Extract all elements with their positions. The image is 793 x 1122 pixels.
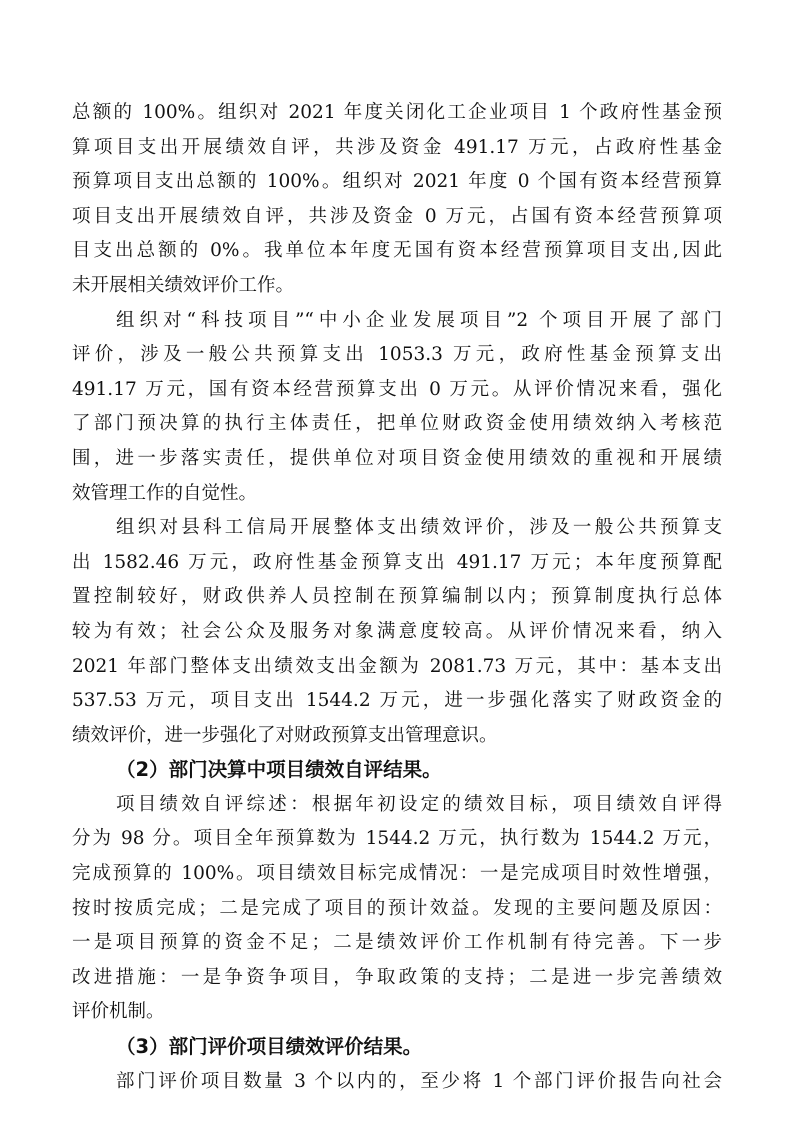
- text-line: 组织对县科工信局开展整体支出绩效评价，涉及一般公共预算支: [116, 517, 722, 539]
- text-line: 项目支出开展绩效自评，共涉及资金 0 万元，占国有资本经营预算项: [72, 205, 722, 227]
- text-line: 较为有效；社会公众及服务对象满意度较高。从评价情况来看，纳入: [72, 620, 722, 642]
- text-line: 组织对“科技项目”“中小企业发展项目”2 个项目开展了部门: [116, 309, 722, 331]
- text-line: 置控制较好，财政供养人员控制在预算编制以内；预算制度执行总体: [72, 586, 722, 608]
- text-line: 部门评价项目数量 3 个以内的，至少将 1 个部门评价报告向社会: [116, 1070, 722, 1092]
- text-line: 围，进一步落实责任，提供单位对项目资金使用绩效的重视和开展绩: [72, 447, 722, 469]
- text-line: 评价机制。: [72, 1001, 165, 1023]
- text-line: 537.53 万元，项目支出 1544.2 万元，进一步强化落实了财政资金的: [72, 690, 722, 712]
- text-line: 491.17 万元，国有资本经营预算支出 0 万元。从评价情况来看，强化: [72, 378, 722, 400]
- text-line: 项目绩效自评综述：根据年初设定的绩效目标，项目绩效自评得: [116, 793, 722, 815]
- text-line: 了部门预决算的执行主体责任，把单位财政资金使用绩效纳入考核范: [72, 413, 722, 435]
- text-line: 绩效评价，进一步强化了对财政预算支出管理意识。: [72, 724, 498, 746]
- text-line: 改进措施：一是争资争项目，争取政策的支持；二是进一步完善绩效: [72, 966, 722, 988]
- paragraph-evaluation-reports: [72, 1065, 722, 1100]
- text-line: 分为 98 分。项目全年预算数为 1544.2 万元，执行数为 1544.2 万元，: [72, 828, 722, 850]
- section-heading-self-evaluation: （2）部门决算中项目绩效自评结果。: [116, 758, 442, 782]
- text-line: 目支出总额的 0%。我单位本年度无国有资本经营预算项目支出,因此: [72, 240, 722, 262]
- paragraph-budget-totals: [72, 96, 722, 304]
- paragraph-overall-expenditure: [72, 511, 722, 753]
- text-line: 未开展相关绩效评价工作。: [72, 274, 295, 296]
- document-page: [72, 96, 722, 1099]
- text-line: 效管理工作的自觉性。: [72, 482, 258, 504]
- text-line: 2021 年部门整体支出绩效支出金额为 2081.73 万元，其中：基本支出: [72, 655, 722, 677]
- text-line: 总额的 100%。组织对 2021 年度关闭化工企业项目 1 个政府性基金预: [72, 102, 722, 123]
- text-line: 预算项目支出总额的 100%。组织对 2021 年度 0 个国有资本经营预算: [72, 171, 722, 193]
- paragraph-department-evaluation: [72, 304, 722, 512]
- text-line: 一是项目预算的资金不足；二是绩效评价工作机制有待完善。下一步: [72, 932, 722, 954]
- text-line: 完成预算的 100%。项目绩效目标完成情况：一是完成项目时效性增强，: [72, 863, 722, 885]
- text-line: 按时按质完成；二是完成了项目的预计效益。发现的主要问题及原因：: [72, 897, 722, 919]
- text-line: 算项目支出开展绩效自评，共涉及资金 491.17 万元，占政府性基金: [72, 136, 722, 158]
- text-line: 评价，涉及一般公共预算支出 1053.3 万元，政府性基金预算支出: [72, 344, 722, 366]
- text-line: 出 1582.46 万元，政府性基金预算支出 491.17 万元；本年度预算配: [72, 551, 722, 573]
- paragraph-self-evaluation: [72, 788, 722, 1030]
- section-heading-department-evaluation: （3）部门评价项目绩效评价结果。: [116, 1035, 423, 1059]
